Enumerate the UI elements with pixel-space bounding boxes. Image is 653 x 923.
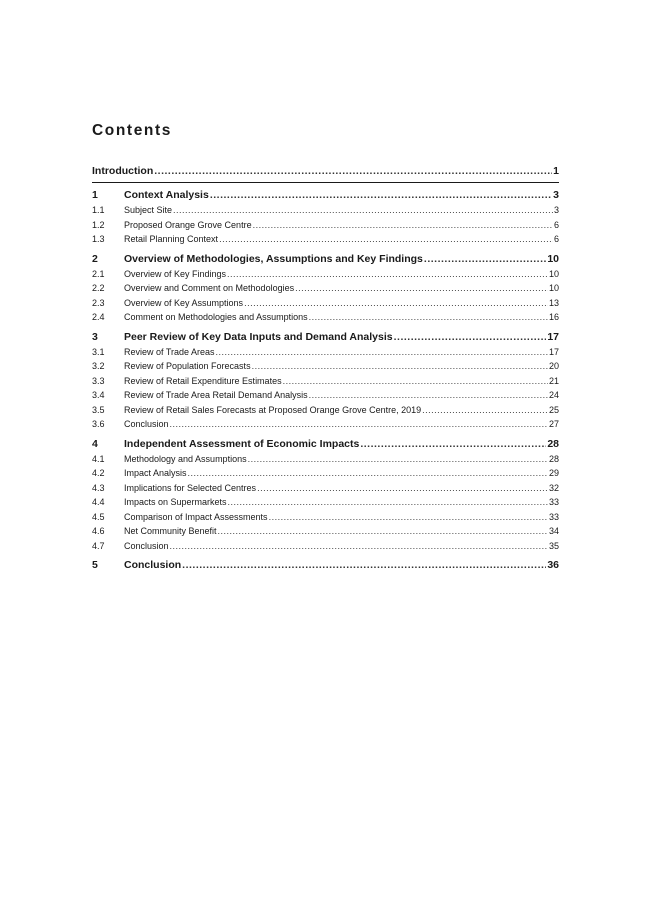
dot-leader <box>309 388 548 403</box>
toc-entry-page: 3 <box>553 205 559 215</box>
toc-entry-label: Review of Trade Area Retail Demand Analysis <box>124 390 308 400</box>
dot-leader <box>252 359 548 374</box>
toc-section-4-5[interactable] <box>92 510 559 525</box>
dot-leader <box>295 281 548 296</box>
toc-entry-number: 1.1 <box>92 205 105 215</box>
dot-leader <box>394 329 547 345</box>
toc-entry-page: 33 <box>548 497 559 507</box>
toc-entry-number: 1 <box>92 189 98 201</box>
toc-entry-label: Comment on Methodologies and Assumptions <box>124 312 308 322</box>
toc-entry-number: 4.7 <box>92 540 105 551</box>
toc-entry-page: 27 <box>548 419 559 429</box>
toc-entry-number: 3.6 <box>92 419 105 429</box>
toc-section-4-7[interactable] <box>92 539 559 554</box>
toc-entry-page: 24 <box>548 390 559 400</box>
dot-leader <box>283 374 548 389</box>
toc-entry-number: 1.2 <box>92 219 105 230</box>
toc-entry-number: 4.2 <box>92 468 105 478</box>
toc-entry-page: 6 <box>553 234 559 244</box>
toc-entry-page: 25 <box>548 404 559 415</box>
toc-entry-page: 1 <box>553 165 559 177</box>
toc-entry-number: 4.4 <box>92 497 105 507</box>
toc-entry-page: 36 <box>547 559 559 571</box>
table-of-contents <box>92 163 559 573</box>
toc-section-3-2[interactable] <box>92 359 559 374</box>
toc-chapter-5[interactable] <box>92 557 559 573</box>
toc-entry-label: Conclusion <box>124 540 169 551</box>
toc-section-4-1[interactable] <box>92 452 559 467</box>
toc-entry-page: 28 <box>547 437 559 450</box>
dot-leader <box>188 466 548 481</box>
toc-entry-label: Implications for Selected Centres <box>124 482 257 493</box>
toc-entry-page: 17 <box>548 346 559 357</box>
toc-section-4-3[interactable] <box>92 481 559 496</box>
toc-entry-label: Net Community Benefit <box>124 526 217 536</box>
toc-entry-page: 17 <box>547 330 559 343</box>
toc-entry-number: 3.5 <box>92 404 105 415</box>
dot-leader <box>360 436 546 452</box>
toc-entry-page: 34 <box>548 526 559 536</box>
toc-entry-label: Introduction <box>92 165 154 177</box>
toc-chapter-4[interactable] <box>92 436 559 452</box>
toc-entry-number: 4.5 <box>92 511 105 522</box>
toc-entry-page: 3 <box>553 189 559 201</box>
toc-entry-number: 5 <box>92 559 98 571</box>
toc-entry-number: 3.4 <box>92 390 105 400</box>
toc-entry-page: 16 <box>548 312 559 322</box>
toc-section-1-3[interactable] <box>92 232 559 247</box>
toc-entry-label: Methodology and Assumptions <box>124 453 247 464</box>
toc-entry-label: Subject Site <box>124 205 173 215</box>
dot-leader <box>228 495 548 510</box>
toc-chapter-1[interactable] <box>92 187 559 203</box>
toc-entry-label: Independent Assessment of Economic Impacts <box>124 437 360 450</box>
toc-chapters <box>92 187 559 573</box>
toc-section-4-4[interactable] <box>92 495 559 510</box>
toc-entry-number: 3.1 <box>92 346 105 357</box>
toc-entry-number: 2.4 <box>92 312 105 322</box>
dot-leader <box>424 251 546 267</box>
toc-section-1-2[interactable] <box>92 218 559 233</box>
page-title: Contents <box>92 122 172 139</box>
toc-entry-page: 13 <box>548 297 559 308</box>
toc-section-2-3[interactable] <box>92 296 559 311</box>
toc-entry-page: 35 <box>548 540 559 551</box>
toc-entry-label: Review of Population Forecasts <box>124 361 251 371</box>
toc-section-3-6[interactable] <box>92 417 559 432</box>
toc-entry-label: Proposed Orange Grove Centre <box>124 219 252 230</box>
dot-leader <box>182 557 546 573</box>
dot-leader <box>253 218 553 233</box>
dot-leader <box>227 267 548 282</box>
dot-leader <box>269 510 548 525</box>
toc-entry-label: Review of Retail Sales Forecasts at Proposed Orange Grove Centre, 2019 <box>124 404 422 415</box>
toc-entry-number: 2.2 <box>92 283 105 293</box>
toc-entry-number: 2.3 <box>92 297 105 308</box>
toc-entry-label: Retail Planning Context <box>124 234 219 244</box>
toc-entry-page: 10 <box>547 252 559 265</box>
dot-leader <box>216 345 548 360</box>
toc-entry-label: Peer Review of Key Data Inputs and Demand Analysis <box>124 330 393 343</box>
toc-entry-label: Overview of Key Findings <box>124 268 227 279</box>
toc-section-3-4[interactable] <box>92 388 559 403</box>
dot-leader <box>218 524 548 539</box>
toc-entry-number: 1.3 <box>92 234 105 244</box>
dot-leader <box>309 310 548 325</box>
toc-intro-entry[interactable] <box>92 163 559 179</box>
dot-leader <box>248 452 548 467</box>
toc-entry-label: Overview and Comment on Methodologies <box>124 283 295 293</box>
toc-entry-page: 10 <box>548 283 559 293</box>
divider <box>92 182 559 183</box>
toc-entry-page: 21 <box>548 375 559 386</box>
toc-chapter-2[interactable] <box>92 251 559 267</box>
toc-entry-label: Comparison of Impact Assessments <box>124 511 268 522</box>
toc-chapter-3[interactable] <box>92 329 559 345</box>
toc-entry-number: 3 <box>92 330 98 343</box>
toc-entry-number: 4 <box>92 437 98 450</box>
toc-entry-label: Overview of Key Assumptions <box>124 297 244 308</box>
toc-entry-label: Impact Analysis <box>124 468 187 478</box>
toc-entry-number: 4.3 <box>92 482 105 493</box>
toc-section-3-3[interactable] <box>92 374 559 389</box>
toc-section-4-2[interactable] <box>92 466 559 481</box>
toc-section-2-1[interactable] <box>92 267 559 282</box>
dot-leader <box>244 296 548 311</box>
toc-entry-number: 4.1 <box>92 453 105 464</box>
toc-entry-label: Overview of Methodologies, Assumptions and Key Findings <box>124 252 423 265</box>
toc-entry-number: 4.6 <box>92 526 105 536</box>
toc-entry-label: Review of Retail Expenditure Estimates <box>124 375 282 386</box>
dot-leader <box>219 232 553 247</box>
toc-entry-label: Review of Trade Areas <box>124 346 215 357</box>
toc-entry-label: Conclusion <box>124 559 182 571</box>
toc-section-3-1[interactable] <box>92 345 559 360</box>
toc-entry-number: 3.2 <box>92 361 105 371</box>
toc-entry-label: Conclusion <box>124 419 169 429</box>
dot-leader <box>210 187 552 203</box>
toc-entry-label: Impacts on Supermarkets <box>124 497 227 507</box>
dot-leader <box>257 481 548 496</box>
toc-section-2-4[interactable] <box>92 310 559 325</box>
toc-entry-page: 33 <box>548 511 559 522</box>
dot-leader <box>170 417 548 432</box>
toc-entry-page: 10 <box>548 268 559 279</box>
toc-section-2-2[interactable] <box>92 281 559 296</box>
toc-entry-page: 32 <box>548 482 559 493</box>
dot-leader <box>173 203 553 218</box>
toc-entry-number: 2.1 <box>92 268 105 279</box>
dot-leader <box>170 539 548 554</box>
toc-section-4-6[interactable] <box>92 524 559 539</box>
toc-section-3-5[interactable] <box>92 403 559 418</box>
toc-entry-page: 29 <box>548 468 559 478</box>
dot-leader <box>422 403 548 418</box>
toc-entry-page: 28 <box>548 453 559 464</box>
toc-entry-number: 3.3 <box>92 375 105 386</box>
toc-entry-page: 20 <box>548 361 559 371</box>
toc-entry-number: 2 <box>92 252 98 265</box>
dot-leader <box>154 163 552 179</box>
toc-section-1-1[interactable] <box>92 203 559 218</box>
toc-entry-page: 6 <box>553 219 559 230</box>
toc-entry-label: Context Analysis <box>124 189 209 201</box>
